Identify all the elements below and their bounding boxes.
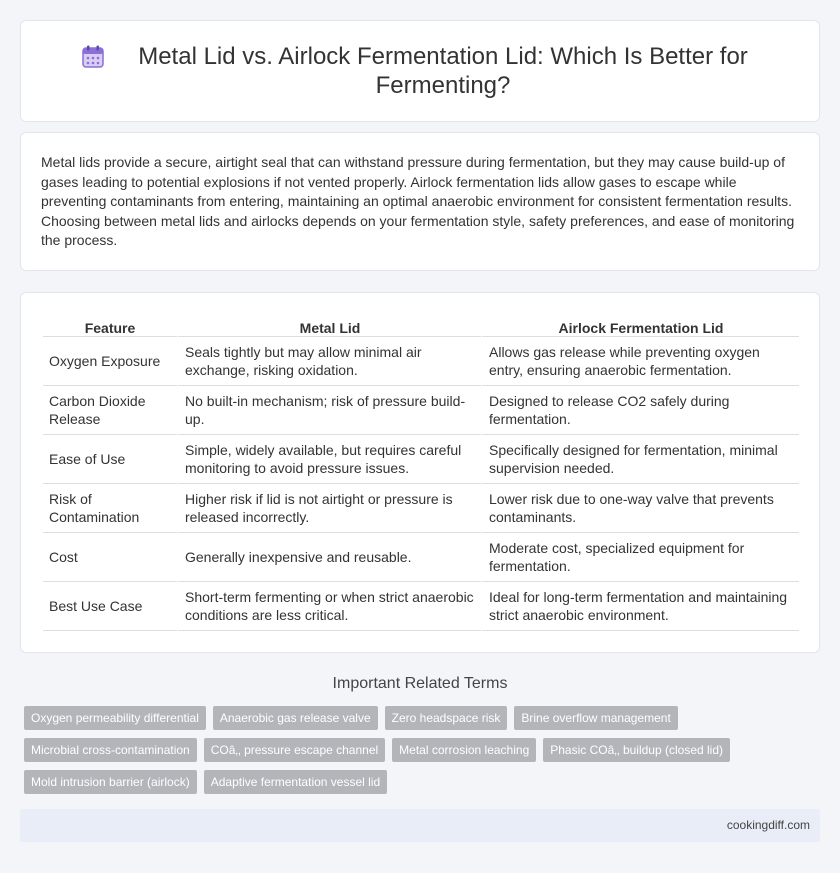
feature-cell: Risk of Contamination — [43, 484, 177, 533]
table-row — [43, 533, 799, 582]
table-header-row — [43, 311, 799, 337]
feature-cell: Oxygen Exposure — [43, 337, 177, 386]
metal-lid-cell: Generally inexpensive and reusable. — [177, 533, 481, 582]
title-card — [20, 20, 820, 122]
related-term-tag[interactable]: Zero headspace risk — [385, 706, 508, 730]
airlock-lid-cell: Designed to release CO2 safely during fermentation. — [481, 386, 799, 435]
airlock-lid-cell: Lower risk due to one-way valve that prevents contaminants. — [481, 484, 799, 533]
header-metal-lid: Metal Lid — [177, 311, 481, 337]
header-airlock-lid: Airlock Fermentation Lid — [481, 311, 799, 337]
related-term-tag[interactable]: Phasic COâ‚‚ buildup (closed lid) — [543, 738, 730, 762]
title-wrap — [80, 42, 760, 100]
footer-site-link[interactable]: cookingdiff.com — [726, 818, 810, 832]
related-term-tag[interactable]: Brine overflow management — [514, 706, 677, 730]
airlock-lid-cell: Ideal for long-term fermentation and maintaining strict anaerobic environment. — [481, 582, 799, 631]
airlock-lid-cell: Allows gas release while preventing oxygen entry, ensuring anaerobic fermentation. — [481, 337, 799, 386]
table-row — [43, 386, 799, 435]
table-row — [43, 582, 799, 631]
table-row — [43, 337, 799, 386]
intro-card — [20, 132, 820, 271]
metal-lid-cell: Seals tightly but may allow minimal air exchange, risking oxidation. — [177, 337, 481, 386]
related-term-tag[interactable]: COâ‚‚ pressure escape channel — [204, 738, 385, 762]
related-term-tag[interactable]: Anaerobic gas release valve — [213, 706, 378, 730]
feature-cell: Carbon Dioxide Release — [43, 386, 177, 435]
related-terms-tags — [24, 706, 824, 802]
metal-lid-cell: Higher risk if lid is not airtight or pressure is released incorrectly. — [177, 484, 481, 533]
metal-lid-cell: No built-in mechanism; risk of pressure build-up. — [177, 386, 481, 435]
feature-cell: Ease of Use — [43, 435, 177, 484]
comparison-card — [20, 292, 820, 653]
metal-lid-cell: Simple, widely available, but requires careful monitoring to avoid pressure issues. — [177, 435, 481, 484]
table-row — [43, 435, 799, 484]
related-term-tag[interactable]: Adaptive fermentation vessel lid — [204, 770, 387, 794]
header-feature: Feature — [43, 311, 177, 337]
feature-cell: Best Use Case — [43, 582, 177, 631]
page-title: Metal Lid vs. Airlock Fermentation Lid: Which Is Better for Fermenting? — [138, 43, 748, 99]
airlock-lid-cell: Specifically designed for fermentation, minimal supervision needed. — [481, 435, 799, 484]
related-term-tag[interactable]: Mold intrusion barrier (airlock) — [24, 770, 197, 794]
related-terms-title: Important Related Terms — [332, 675, 508, 692]
calendar-icon — [80, 44, 106, 70]
metal-lid-cell: Short-term fermenting or when strict anaerobic conditions are less critical. — [177, 582, 481, 631]
airlock-lid-cell: Moderate cost, specialized equipment for fermentation. — [481, 533, 799, 582]
intro-paragraph: Metal lids provide a secure, airtight seal that can withstand pressure during fermentation, but they may cause build-up of gases leading to potential explosions if not vented properly. Airlock fermentation lids allow gases to escape while preventing contaminants from entering, maintaining an optimal anaerobic environment for consistent fermentation results. Choosing between metal lids and airlocks depends on your fermentation style, safety preferences, and ease of monitoring the process. — [41, 154, 795, 248]
feature-cell: Cost — [43, 533, 177, 582]
footer — [20, 809, 820, 842]
comparison-table — [43, 311, 799, 631]
related-term-tag[interactable]: Metal corrosion leaching — [392, 738, 536, 762]
related-term-tag[interactable]: Microbial cross-contamination — [24, 738, 197, 762]
table-row — [43, 484, 799, 533]
related-term-tag[interactable]: Oxygen permeability differential — [24, 706, 206, 730]
